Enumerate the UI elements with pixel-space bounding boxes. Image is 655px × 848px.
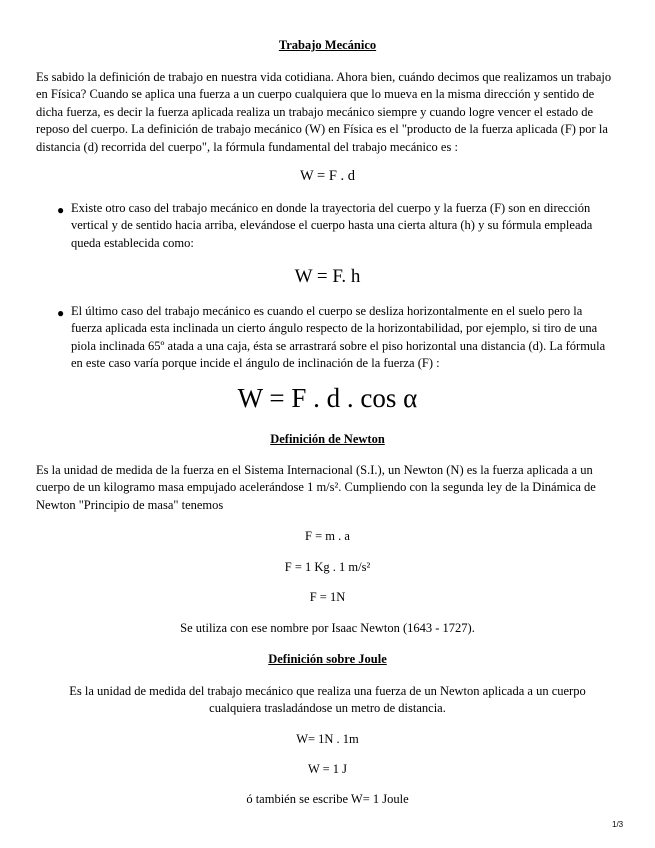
newton-note: Se utiliza con ese nombre por Isaac Newton (1643 - 1727). — [180, 621, 475, 635]
joule-equation-3: ó también se escribe W= 1 Joule — [246, 792, 409, 806]
heading-joule: Definición sobre Joule — [268, 652, 387, 666]
formula-cosine: W = F . d . cos α — [237, 383, 418, 413]
joule-paragraph: Es la unidad de medida del trabajo mecánico que realiza una fuerza de un Newton aplicada a un cuerpo cualquiera trasladándose un metro de distancia. — [69, 684, 586, 716]
newton-equation-2: F = 1 Kg . 1 m/s² — [284, 560, 371, 574]
bullet-icon: ● — [57, 203, 65, 217]
newton-equation-1: F = m . a — [305, 529, 350, 543]
bullet-vertical-case: Existe otro caso del trabajo mecánico en donde la trayectoria del cuerpo y la fuerza (F) son en dirección vertical y de sentido hacia arriba, elevándose el cuerpo hasta una cierta altura (h) y su fórmula empleada queda establecida como: — [71, 201, 593, 250]
joule-equation-2: W = 1 J — [307, 762, 348, 776]
formula-height: W = F. h — [294, 266, 361, 287]
joule-equation-1: W= 1N . 1m — [296, 732, 359, 746]
intro-paragraph: Es sabido la definición de trabajo en nuestra vida cotidiana. Ahora bien, cuándo decimos que realizamos un trabajo en Física? Cuando se aplica una fuerza a un cuerpo cualquiera que lo mueva en la misma dirección y sentido de dicha fuerza, es decir la fuerza aplicada realiza un trabajo mecánico siempre y cuando logre vencer el estado de reposo del cuerpo. La definición de trabajo mecánico (W) en Física es el "producto de la fuerza aplicada (F) por la distancia (d) recorrida del cuerpo", la fórmula fundamental del trabajo mecánico es : — [36, 70, 612, 154]
newton-paragraph: Es la unidad de medida de la fuerza en el Sistema Internacional (S.I.), un Newton (N) es la fuerza aplicada a un cuerpo de un kilogramo masa empujado acelerándose 1 m/s². Cumpliendo con la segunda ley de la Dinámica de Newton "Principio de masa" tenemos — [36, 463, 596, 512]
heading-newton: Definición de Newton — [270, 432, 385, 446]
bullet-inclined-case: El último caso del trabajo mecánico es cuando el cuerpo se desliza horizontalmente en el suelo pero la fuerza aplicada esta inclinada un cierto ángulo respecto de la horizontabilidad, por ejemplo, si tiro de una piola inclinada 65º atada a una caja, ésta se arrastrará sobre el piso horizontal una distancia (d). La fórmula en este caso varía porque incide el ángulo de inclinación de la fuerza (F) : — [71, 304, 606, 371]
formula-basic: W = F . d — [299, 168, 356, 184]
bullet-icon: ● — [57, 306, 65, 320]
newton-equation-3: F = 1N — [309, 590, 346, 604]
heading-trabajo-mecanico: Trabajo Mecánico — [278, 38, 377, 52]
page-number: 1/3 — [612, 820, 624, 829]
